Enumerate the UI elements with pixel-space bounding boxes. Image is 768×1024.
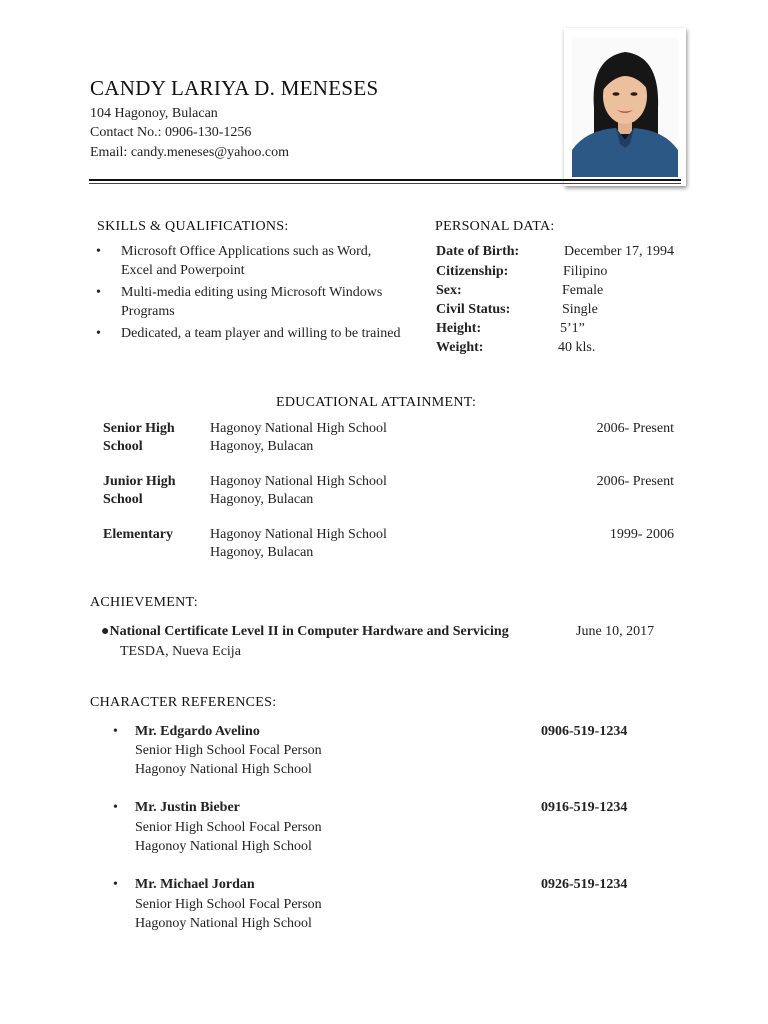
personal-row-citizenship bbox=[436, 262, 696, 281]
skills-heading: SKILLS & QUALIFICATIONS: bbox=[97, 219, 289, 234]
civil-status-value: Single bbox=[562, 302, 598, 317]
email-text: Email: candy.meneses@yahoo.com bbox=[90, 145, 289, 160]
reference-name: Mr. Michael Jordan bbox=[135, 877, 255, 892]
reference-phone: 0906-519-1234 bbox=[541, 724, 628, 739]
bullet-icon: ● bbox=[101, 624, 110, 639]
reference-phone: 0916-519-1234 bbox=[541, 800, 628, 815]
bullet-icon: • bbox=[113, 724, 118, 739]
skill-item: • Microsoft Office Applications such as Word, Excel and Powerpoint bbox=[96, 244, 372, 278]
achievement-organization: TESDA, Nueva Ecija bbox=[120, 644, 241, 659]
achievement-item bbox=[101, 624, 509, 640]
birth-value: December 17, 1994 bbox=[564, 244, 675, 259]
skill-item: • Dedicated, a team player and willing to be trained bbox=[96, 326, 401, 341]
education-years: 1999- 2006 bbox=[609, 527, 674, 542]
reference-name: Mr. Justin Bieber bbox=[135, 800, 240, 815]
personal-data-heading: PERSONAL DATA: bbox=[435, 219, 555, 234]
education-years: 2006- Present bbox=[596, 421, 674, 436]
weight-value: 40 kls. bbox=[558, 340, 596, 355]
education-school: Hagonoy National High School Hagonoy, Bulacan bbox=[210, 474, 387, 507]
education-level: Senior High School bbox=[103, 421, 175, 454]
achievement-heading: ACHIEVEMENT: bbox=[90, 595, 198, 610]
achievement-date: June 10, 2017 bbox=[576, 624, 655, 639]
sex-value: Female bbox=[562, 283, 604, 298]
header-divider-thin bbox=[89, 183, 681, 184]
citizenship-label: Citizenship: bbox=[436, 264, 509, 279]
reference-school: Hagonoy National High School bbox=[135, 762, 312, 777]
references-heading: CHARACTER REFERENCES: bbox=[90, 695, 277, 710]
height-value: 5’1” bbox=[560, 321, 585, 336]
education-school: Hagonoy National High School Hagonoy, Bulacan bbox=[210, 421, 387, 454]
education-level: Elementary bbox=[103, 527, 173, 542]
personal-row-height bbox=[436, 319, 696, 338]
bullet-icon: • bbox=[96, 244, 101, 259]
reference-school: Hagonoy National High School bbox=[135, 839, 312, 854]
contact-number-text: Contact No.: 0906-130-1256 bbox=[90, 125, 252, 140]
reference-position: Senior High School Focal Person bbox=[135, 743, 322, 758]
civil-status-label: Civil Status: bbox=[436, 302, 511, 317]
reference-school: Hagonoy National High School bbox=[135, 916, 312, 931]
education-years: 2006- Present bbox=[596, 474, 674, 489]
bullet-icon: • bbox=[113, 800, 118, 815]
personal-row-civil-status bbox=[436, 300, 696, 319]
personal-row-birth bbox=[436, 242, 696, 261]
reference-position: Senior High School Focal Person bbox=[135, 820, 322, 835]
bullet-icon: • bbox=[113, 877, 118, 892]
reference-position: Senior High School Focal Person bbox=[135, 897, 322, 912]
reference-phone: 0926-519-1234 bbox=[541, 877, 628, 892]
profile-photo-frame bbox=[564, 28, 686, 186]
applicant-name: CANDY LARIYA D. MENESES bbox=[90, 76, 379, 100]
education-level: Junior High School bbox=[103, 474, 176, 507]
header-divider-thick bbox=[89, 179, 681, 181]
education-school: Hagonoy National High School Hagonoy, Bulacan bbox=[210, 527, 387, 560]
achievement-title: National Certificate Level II in Computer Hardware and Servicing bbox=[109, 624, 509, 639]
education-heading: EDUCATIONAL ATTAINMENT: bbox=[276, 395, 477, 410]
personal-row-weight bbox=[436, 338, 696, 357]
bullet-icon: • bbox=[96, 285, 101, 300]
skill-item: • Multi-media editing using Microsoft Windows Programs bbox=[96, 285, 383, 319]
skills-list bbox=[96, 242, 401, 346]
bullet-icon: • bbox=[96, 326, 101, 341]
personal-row-sex bbox=[436, 281, 696, 300]
reference-name: Mr. Edgardo Avelino bbox=[135, 724, 260, 739]
height-label: Height: bbox=[436, 321, 482, 336]
citizenship-value: Filipino bbox=[563, 264, 608, 279]
profile-photo bbox=[572, 38, 678, 177]
sex-label: Sex: bbox=[436, 283, 462, 298]
address-text: 104 Hagonoy, Bulacan bbox=[90, 106, 218, 121]
weight-label: Weight: bbox=[436, 340, 484, 355]
birth-label: Date of Birth: bbox=[436, 244, 520, 259]
